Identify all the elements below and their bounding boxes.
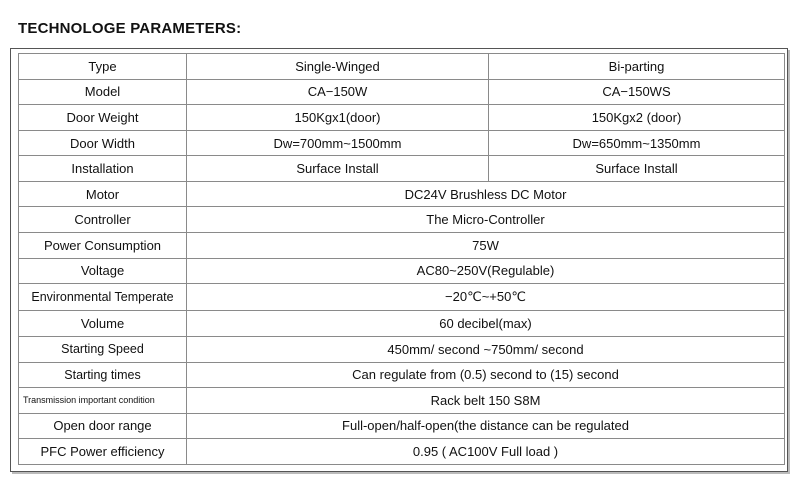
- table-row-power-consumption: [19, 233, 785, 259]
- bi-value: Dw=650mm~1350mm: [489, 130, 785, 156]
- table-row-open-door-range: [19, 413, 785, 439]
- single-value: CA−150W: [187, 79, 489, 105]
- bi-parting-header: Bi-parting: [489, 54, 785, 80]
- row-label: Model: [19, 79, 187, 105]
- table-row-starting-times: [19, 362, 785, 388]
- row-label: Voltage: [19, 258, 187, 284]
- bi-value: 150Kgx2 (door): [489, 105, 785, 131]
- row-label: Door Weight: [19, 105, 187, 131]
- single-winged-header: Single-Winged: [187, 54, 489, 80]
- row-label: Starting times: [19, 362, 187, 388]
- table-row-pfc-power-efficiency: [19, 439, 785, 465]
- table-row-motor: [19, 181, 785, 207]
- row-label: Open door range: [19, 413, 187, 439]
- table-row-controller: [19, 207, 785, 233]
- row-value: DC24V Brushless DC Motor: [187, 181, 785, 207]
- table-row-voltage: [19, 258, 785, 284]
- row-label: PFC Power efficiency: [19, 439, 187, 465]
- row-label: Installation: [19, 156, 187, 182]
- table-row-volume: [19, 311, 785, 337]
- row-value: 60 decibel(max): [187, 311, 785, 337]
- table-row-installation: [19, 156, 785, 182]
- table-header-row: [19, 54, 785, 80]
- table-row-environmental-temperate: [19, 284, 785, 311]
- row-value: 450mm/ second ~750mm/ second: [187, 336, 785, 362]
- row-value: 0.95 ( AC100V Full load ): [187, 439, 785, 465]
- parameters-table: [18, 53, 785, 465]
- row-label: Starting Speed: [19, 336, 187, 362]
- single-value: Dw=700mm~1500mm: [187, 130, 489, 156]
- row-value: 75W: [187, 233, 785, 259]
- table-row-door-weight: [19, 105, 785, 131]
- row-label: Motor: [19, 181, 187, 207]
- single-value: Surface Install: [187, 156, 489, 182]
- row-label: Volume: [19, 311, 187, 337]
- row-label: Power Consumption: [19, 233, 187, 259]
- row-value: Can regulate from (0.5) second to (15) second: [187, 362, 785, 388]
- page-title: TECHNOLOGE PARAMETERS:: [18, 20, 242, 37]
- row-value: AC80~250V(Regulable): [187, 258, 785, 284]
- bi-value: CA−150WS: [489, 79, 785, 105]
- single-value: 150Kgx1(door): [187, 105, 489, 131]
- row-label: Door Width: [19, 130, 187, 156]
- row-value: The Micro-Controller: [187, 207, 785, 233]
- bi-value: Surface Install: [489, 156, 785, 182]
- table-row-door-width: [19, 130, 785, 156]
- row-label: Transmission important condition: [19, 388, 187, 414]
- row-value: −20℃~+50℃: [187, 284, 785, 311]
- row-value: Full-open/half-open(the distance can be regulated: [187, 413, 785, 439]
- table-row-model: [19, 79, 785, 105]
- table-row-starting-speed: [19, 336, 785, 362]
- row-value: Rack belt 150 S8M: [187, 388, 785, 414]
- table-row-transmission: [19, 388, 785, 414]
- row-label: Controller: [19, 207, 187, 233]
- type-header: Type: [19, 54, 187, 80]
- row-label: Environmental Temperate: [19, 284, 187, 311]
